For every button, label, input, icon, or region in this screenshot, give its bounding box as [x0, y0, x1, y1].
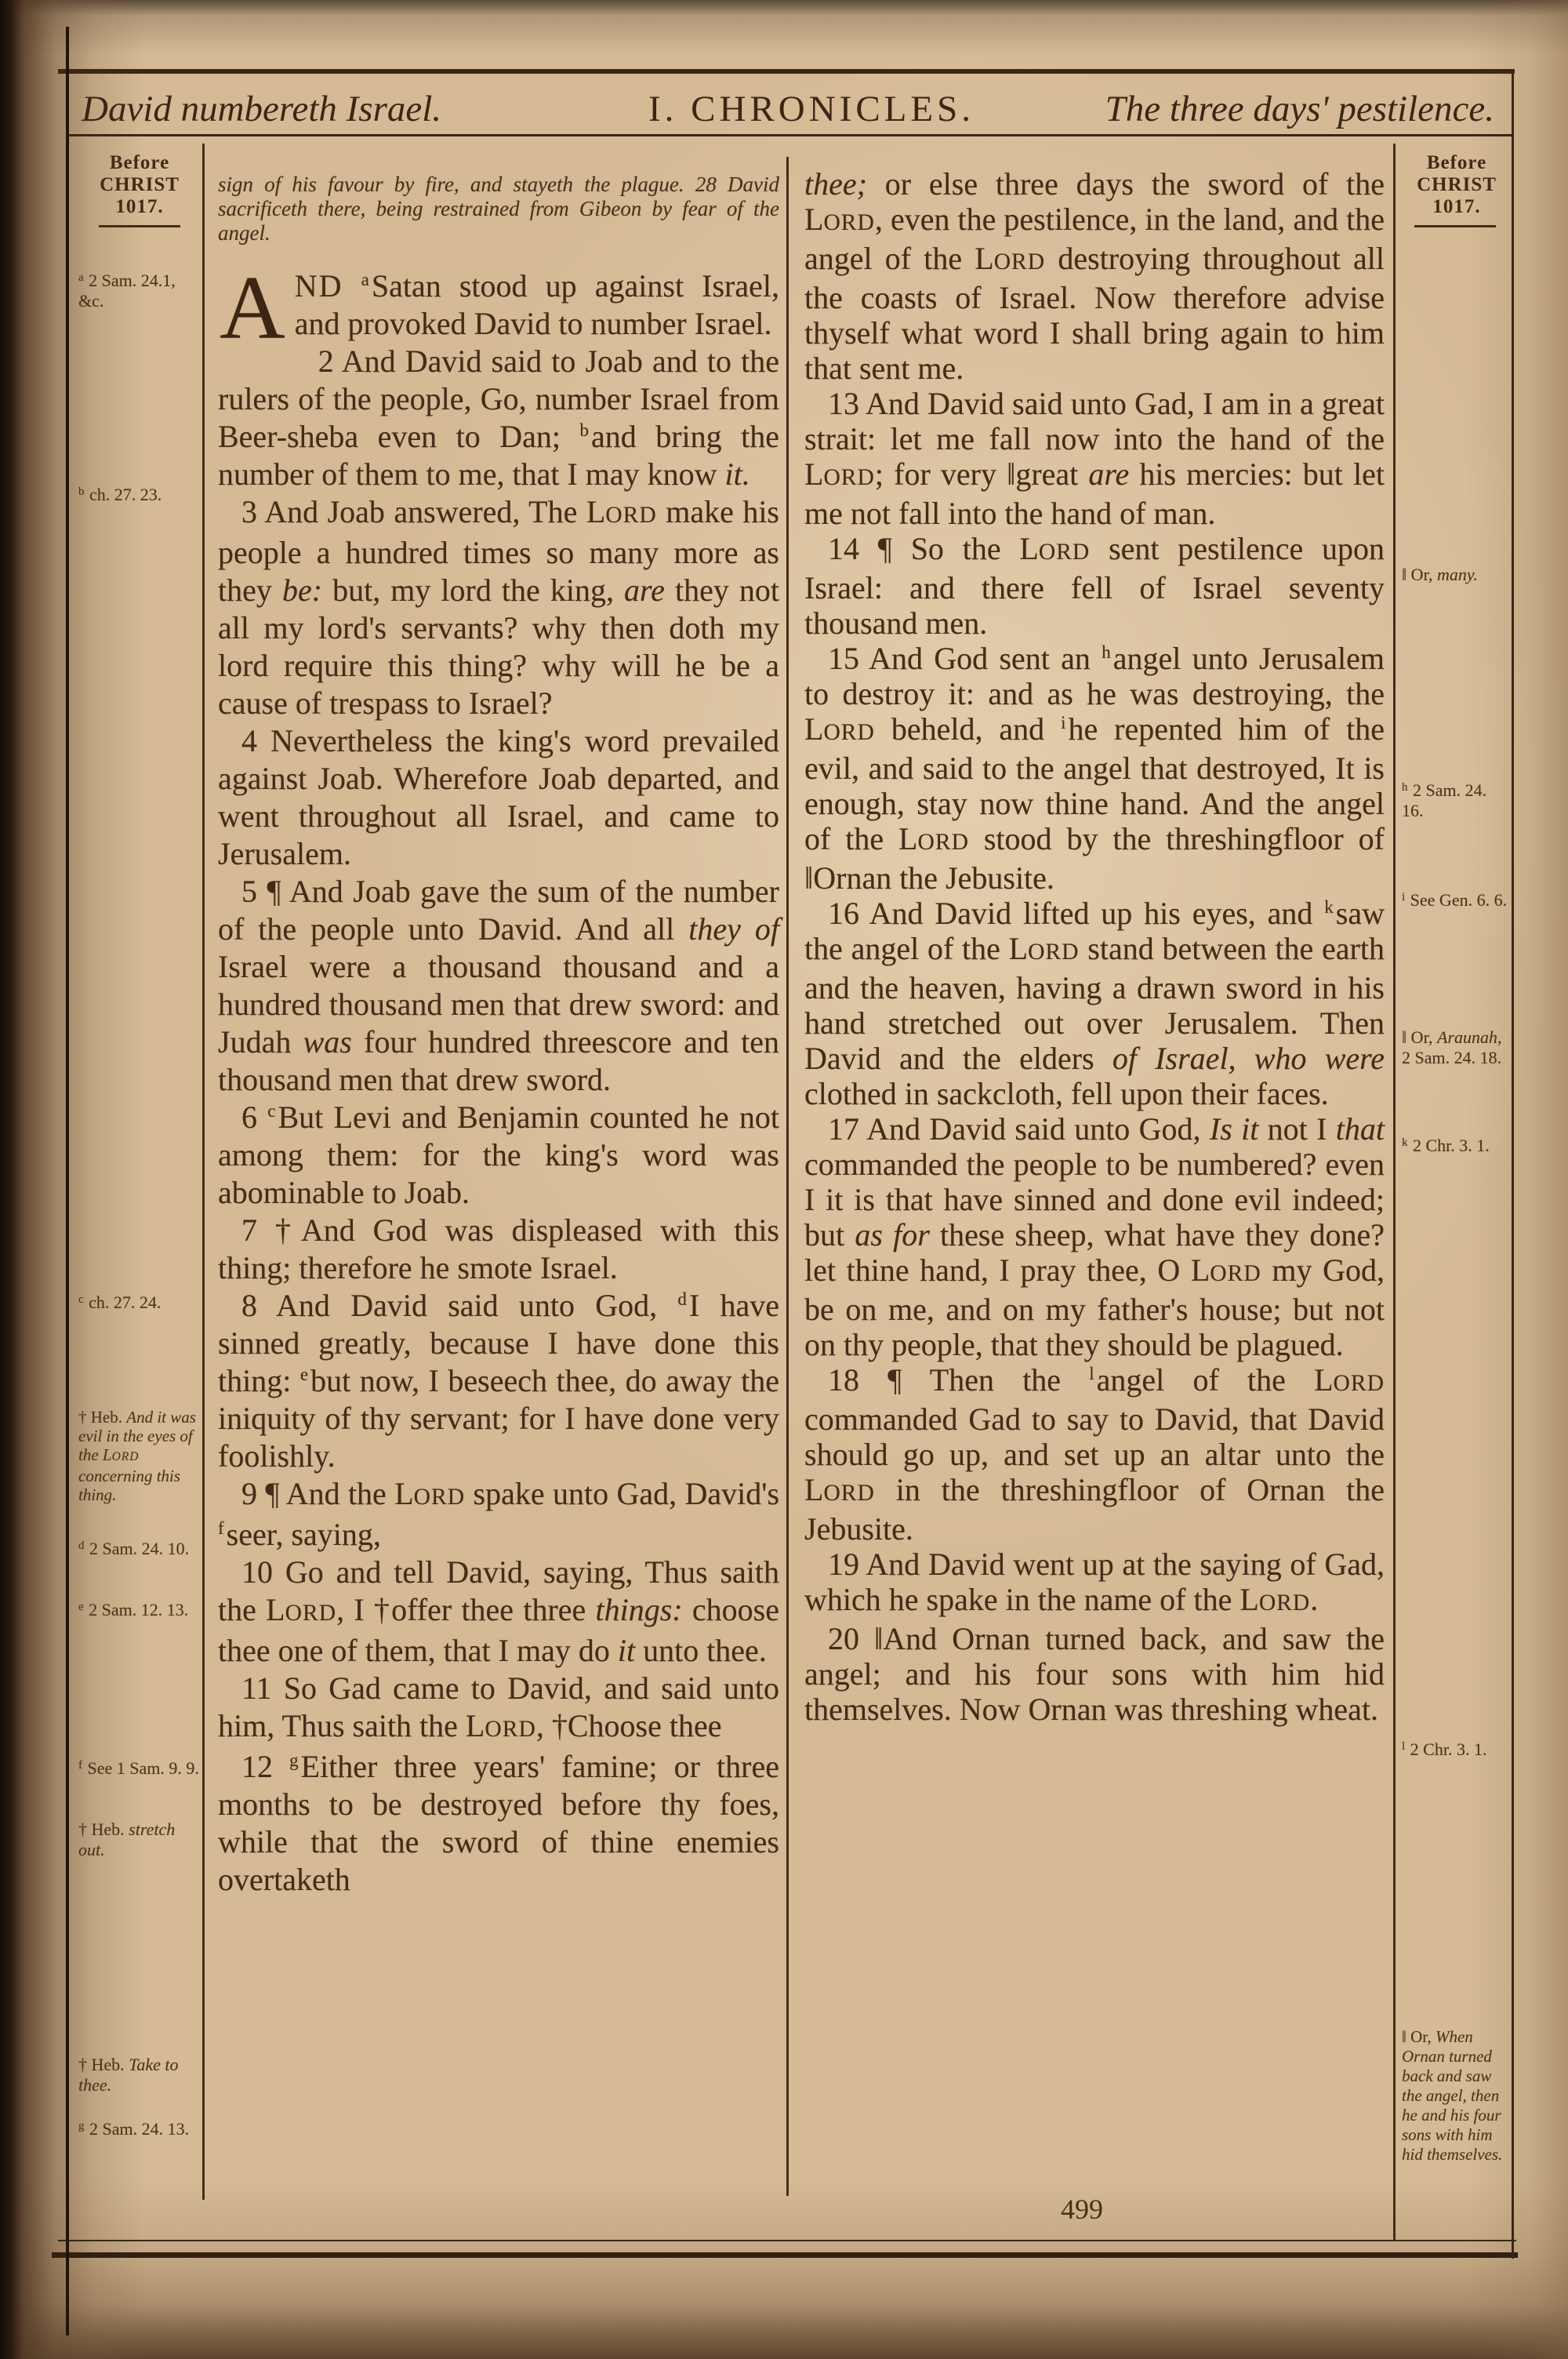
reference-letter: a	[78, 271, 84, 284]
right-margin-divider-rule	[1393, 144, 1396, 2241]
reference-letter: i	[1061, 713, 1066, 732]
bottom-thick-rule	[52, 2252, 1518, 2258]
verse-paragraph: 8 And David said unto God, $^d$I have sinned greatly, because I have done this thing: $^e$but now, I beseech thee, do away the iniquity of thy servant; for I have done very foolishly.	[218, 1288, 780, 1474]
before-christ-date-left: Before CHRIST 1017.	[100, 152, 180, 217]
left-frame-rule	[66, 27, 69, 2335]
running-head-left: David numbereth Israel.	[82, 89, 442, 129]
verse-paragraph: AND $^a$Satan stood up against Israel, and provoked David to number Israel.	[220, 258, 779, 358]
verse-paragraph: 3 And Joab answered, The LORD make his people a hundred times so many more as they be: but, my lord the king, are they not all my lord's servants? why then doth my lord require this thing? why will he be a cause of trespass to Israel?	[218, 494, 779, 721]
verse-paragraph: thee; or else three days the sword of the LORD, even the pestilence, in the land, and the angel of the LORD destroying throughout all the coasts of Israel. Now therefore advise thyself what word I shall bring again to him that sent me.	[804, 166, 1385, 386]
left-margin-divider-rule	[202, 144, 205, 2200]
reference-letter: k	[1402, 1136, 1408, 1149]
reference-letter: c	[78, 1293, 84, 1306]
reference-letter: h	[1402, 781, 1408, 794]
reference-letter: g	[289, 1750, 299, 1770]
center-column-divider-rule	[786, 157, 789, 2196]
margin-note: $^k$ 2 Chr. 3. 1.	[1402, 1136, 1490, 1155]
verse-paragraph: 9 ¶ And the LORD spake unto Gad, David's $^f$seer, saying,	[218, 1476, 780, 1552]
verse-paragraph: 13 And David said unto Gad, I am in a great strait: let me fall now into the hand of the LORD; for very ‖great are his mercies: but let me not fall into the hand of man.	[804, 386, 1385, 531]
chapter-summary: sign of his favour by fire, and stayeth the plague. 28 David sacrificeth there, being restrained from Gibeon by fear of the angel.	[218, 173, 779, 245]
verse-paragraph: 11 So Gad came to David, and said unto him, Thus saith the LORD, †Choose thee	[218, 1670, 779, 1743]
text-column-left	[218, 173, 779, 1899]
verse-paragraph: 18 ¶ Then the $^l$angel of the LORD commanded Gad to say to David, that David should go up, and set up an altar unto the LORD in the threshingfloor of Ornan the Jebusite.	[804, 1362, 1385, 1547]
reference-letter: f	[78, 1759, 82, 1772]
page-number: 499	[1061, 2194, 1103, 2225]
margin-note: $^g$ 2 Sam. 24. 13.	[78, 2119, 190, 2139]
verse-paragraph: 12 $^g$Either three years' famine; or three months to be destroyed before thy foes, while that the sword of thine enemies overtaketh	[218, 1749, 779, 1897]
verse-paragraph: 16 And David lifted up his eyes, and $^k$saw the angel of the LORD stand between the earth and the heaven, having a drawn sword in his hand stretched out over Jerusalem. Then David and the elders of Israel, who were clothed in sackcloth, fell upon their faces.	[804, 896, 1385, 1111]
margin-note: $^i$ See Gen. 6. 6.	[1402, 890, 1508, 910]
margin-note: $^a$ 2 Sam. 24.1, &c.	[78, 271, 176, 311]
margin-note: † Heb. stretch out.	[78, 1819, 176, 1859]
reference-letter: l	[1089, 1364, 1094, 1383]
margin-note: ‖ Or, many.	[1402, 565, 1478, 584]
margin-note: ‖ Or, When Ornan turned back and saw the angel, then he and his four sons with him hid themselves.	[1402, 2027, 1503, 2164]
right-frame-rule	[1512, 74, 1514, 2259]
reference-letter: i	[1402, 891, 1406, 903]
verse-paragraph: 5 ¶ And Joab gave the sum of the number of the people unto David. And all they of Israel were a thousand thousand and a hundred thousand men that drew sword: and Judah was four hundred threescore and ten thousand men that drew sword.	[218, 874, 780, 1097]
reference-letter: e	[78, 1601, 84, 1613]
reference-letter: c	[267, 1101, 276, 1121]
margin-note: $^c$ ch. 27. 24.	[78, 1292, 162, 1312]
reference-letter: d	[677, 1289, 687, 1309]
verse-paragraph: 20 ‖And Ornan turned back, and saw the angel; and his four sons with him hid themselves. Now Ornan was threshing wheat.	[804, 1621, 1385, 1727]
margin-note: † Heb. And it was evil in the eyes of the LORD concerning this thing.	[78, 1408, 196, 1504]
verse-paragraph: 10 Go and tell David, saying, Thus saith the LORD, I †offer thee three things: choose thee one of them, that I may do it unto thee.	[218, 1554, 779, 1668]
drop-cap: A	[220, 258, 285, 358]
running-head-right: The three days' pestilence.	[1105, 89, 1494, 129]
verse-paragraph: 6 $^c$But Levi and Benjamin counted he not among them: for the king's word was abominable to Joab.	[218, 1100, 779, 1210]
running-head-book-title: I. CHRONICLES.	[648, 89, 975, 129]
reference-letter: l	[1402, 1740, 1406, 1753]
reference-letter: g	[78, 2120, 85, 2132]
verse-paragraph: 4 Nevertheless the king's word prevailed against Joab. Wherefore Joab departed, and went throughout all Israel, and came to Jerusalem.	[218, 723, 779, 871]
verse-paragraph: 14 ¶ So the LORD sent pestilence upon Israel: and there fell of Israel seventy thousand men.	[804, 531, 1385, 641]
top-border-rule	[58, 69, 1515, 74]
header-separator-rule	[69, 134, 1513, 136]
reference-letter: f	[218, 1518, 224, 1538]
reference-letter: b	[579, 420, 589, 440]
margin-note: $^b$ ch. 27. 23.	[78, 485, 162, 504]
reference-letter: h	[1102, 642, 1111, 662]
before-christ-date-right: Before CHRIST 1017.	[1417, 152, 1497, 217]
before-christ-rule-left	[99, 225, 180, 227]
margin-note: $^e$ 2 Sam. 12. 13.	[78, 1600, 189, 1619]
reference-letter: a	[361, 270, 369, 289]
reference-letter: d	[78, 1539, 85, 1552]
verse-paragraph: 15 And God sent an $^h$angel unto Jerusalem to destroy it: and as he was destroying, the LORD beheld, and $^i$he repented him of the evil, and said to the angel that destroyed, It is enough, stay now thine hand. And the angel of the LORD stood by the threshingfloor of ‖Ornan the Jebusite.	[804, 641, 1385, 896]
margin-note: $^f$ See 1 Sam. 9. 9.	[78, 1758, 199, 1778]
margin-note: $^l$ 2 Chr. 3. 1.	[1402, 1739, 1487, 1759]
margin-note: † Heb. Take to thee.	[78, 2055, 179, 2095]
margin-note: $^d$ 2 Sam. 24. 10.	[78, 1539, 190, 1558]
margin-note: ‖ Or, Araunah, 2 Sam. 24. 18.	[1402, 1027, 1502, 1067]
reference-letter: e	[299, 1365, 309, 1384]
before-christ-rule-right	[1414, 225, 1496, 227]
margin-note: $^h$ 2 Sam. 24. 16.	[1402, 780, 1487, 820]
verse-paragraph: 7 †And God was displeased with this thing; therefore he smote Israel.	[218, 1212, 779, 1285]
reference-letter: k	[1324, 897, 1334, 917]
verse-paragraph: 19 And David went up at the saying of Gad, which he spake in the name of the LORD.	[804, 1547, 1385, 1617]
verse-paragraph: 2 And David said to Joab and to the rulers of the people, Go, number Israel from Beer-sheba even to Dan; $^b$and bring the number of them to me, that I may know it.	[218, 343, 779, 492]
bottom-thin-rule	[58, 2240, 1516, 2241]
reference-letter: b	[78, 485, 85, 498]
verse-paragraph: 17 And David said unto God, Is it not I that commanded the people to be numbered? even I it is that have sinned and done evil indeed; but as for these sheep, what have they done? let thine hand, I pray thee, O LORD my God, be on me, and on my father's house; but not on thy people, that they should be plagued.	[804, 1111, 1385, 1362]
text-column-right	[804, 166, 1385, 1727]
